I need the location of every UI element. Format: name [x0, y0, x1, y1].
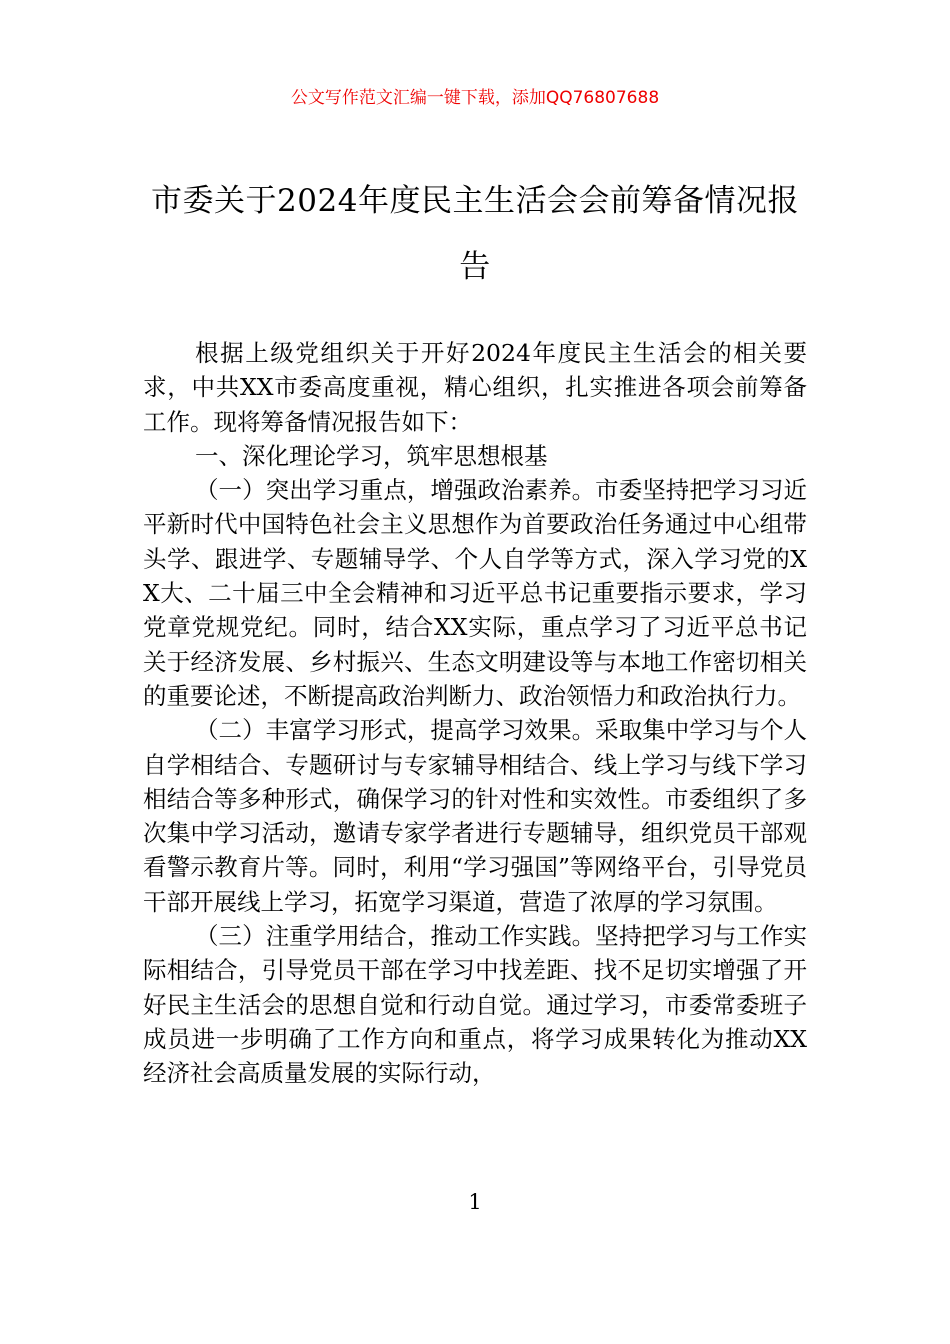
paragraph-1-3: （三）注重学用结合，推动工作实践。坚持把学习与工作实际相结合，引导党员干部在学习中找差距、找不足切实增强了开好民主生活会的思想自觉和行动自觉。通过学习，市委常委班子成员进一步明确了工作方向和重点，将学习成果转化为推动XX经济社会高质量发展的实际行动，: [143, 922, 807, 1088]
paragraph-1-2: （二）丰富学习形式，提高学习效果。采取集中学习与个人自学相结合、专题研讨与专家辅导相结合、线上学习与线下学习相结合等多种形式，确保学习的针对性和实效性。市委组织了多次集中学习活动，邀请专家学者进行专题辅导，组织党员干部观看警示教育片等。同时，利用“学习强国”等网络平台，引导党员干部开展线上学习，拓宽学习渠道，营造了浓厚的学习氛围。: [143, 716, 807, 916]
document-body: [143, 336, 807, 1091]
document-title: 市委关于2024年度民主生活会会前筹备情况报告: [151, 183, 799, 285]
section-heading-1: 一、深化理论学习，筑牢思想根基: [195, 441, 548, 470]
download-banner: 公文写作范文汇编一键下载，添加QQ76807688: [290, 88, 660, 108]
intro-paragraph: 根据上级党组织关于开好2024年度民主生活会的相关要求，中共XX市委高度重视，精心组织，扎实推进各项会前筹备工作。现将筹备情况报告如下：: [143, 339, 807, 436]
page-number: 1: [468, 1190, 482, 1214]
paragraph-1-1: （一）突出学习重点，增强政治素养。市委坚持把学习习近平新时代中国特色社会主义思想作为首要政治任务通过中心组带头学、跟进学、专题辅导学、个人自学等方式，深入学习党的XX大、二十届三中全会精神和习近平总书记重要指示要求，学习党章党规党纪。同时，结合XX实际，重点学习了习近平总书记关于经济发展、乡村振兴、生态文明建设等与本地工作密切相关的重要论述，不断提高政治判断力、政治领悟力和政治执行力。: [143, 476, 807, 710]
